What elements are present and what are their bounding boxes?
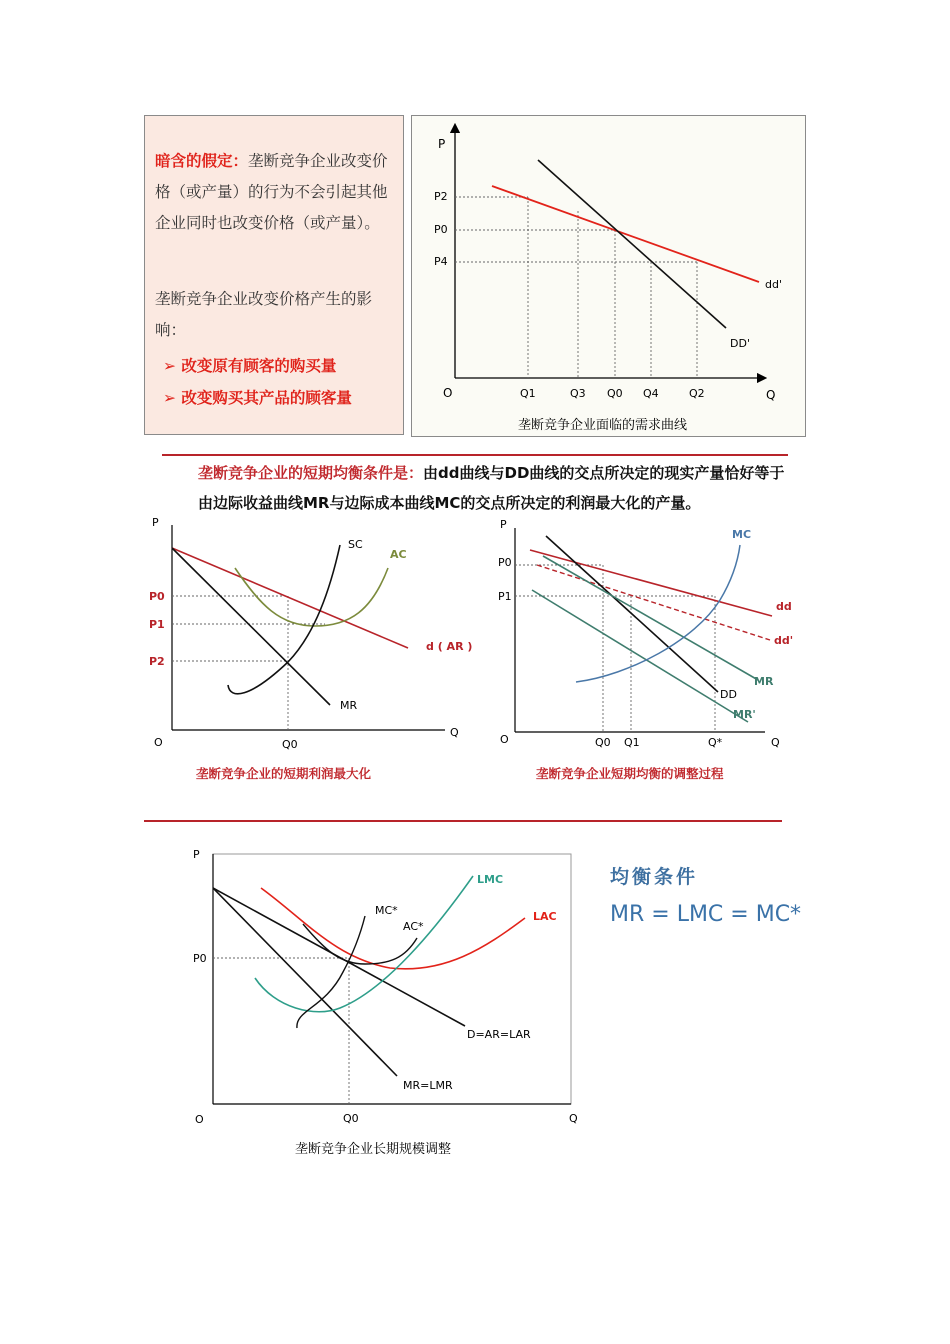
long-run-chart (185, 840, 595, 1165)
axis-q-label: Q (771, 736, 780, 749)
bullet-1 (163, 354, 336, 376)
guide-lines (455, 197, 697, 378)
guide-lines (172, 596, 325, 730)
origin-label: O (443, 386, 453, 400)
axis-q-label: Q (450, 726, 459, 739)
axis-q-label: Q (766, 388, 776, 402)
price-label-p0: P0 (193, 952, 207, 965)
demand-caption: 垄断竞争企业面临的需求曲线 (518, 418, 688, 433)
axis-p-label: P (152, 516, 159, 529)
price-label-p0: P0 (149, 590, 165, 603)
qty-label-q3: Q3 (570, 387, 586, 400)
condition-label: 垄断竞争企业的短期均衡条件是： (198, 464, 424, 482)
bullet-text: 改变购买其产品的顾客量 (181, 389, 352, 407)
dd-label: dd (776, 600, 792, 613)
lmc-label: LMC (477, 873, 504, 886)
origin-label: O (500, 733, 509, 746)
impact-text: 垄断竞争企业改变价格产生的影响： (155, 290, 373, 339)
dd-curve (492, 186, 759, 282)
dd2-curve (537, 565, 770, 640)
equilibrium-formula: MR = LMC = MC* (610, 902, 802, 927)
long-caption: 垄断竞争企业长期规模调整 (295, 1142, 452, 1157)
assumption-body: 垄断竞争企业改变价格（或产量）的行为不会引起其他企业同时也改变价格（或产量）。 (155, 152, 388, 232)
axis-p-label: P (193, 848, 200, 861)
mcs-label: MC* (375, 904, 398, 917)
demand-chart (412, 116, 805, 436)
condition-text: 由dd曲线与DD曲线的交点所决定的现实产量恰好等于由边际收益曲线MR与边际成本曲线MC的交点所决定的利润最大化的产量。 (198, 464, 785, 512)
qty-label-q0: Q0 (595, 736, 611, 749)
mc-label: MC (732, 528, 752, 541)
price-label-p0: P0 (498, 556, 512, 569)
mr-curve (172, 548, 330, 705)
equilibrium-title: 均衡条件 (610, 866, 699, 888)
divider-1 (162, 454, 788, 456)
dd-curve (530, 550, 772, 616)
divider-2 (144, 820, 782, 822)
price-label-p1: P1 (498, 590, 512, 603)
acs-label: AC* (403, 920, 424, 933)
qty-label-q2: Q2 (689, 387, 705, 400)
price-label-p2: P2 (434, 190, 448, 203)
mr-label: MR (754, 675, 774, 688)
dd2-label: dd' (774, 634, 794, 647)
condition-heading (198, 458, 798, 518)
axis-p-label: P (438, 137, 446, 151)
assumption-text (155, 146, 400, 239)
price-label-p2: P2 (149, 655, 165, 668)
axis-p-label: P (500, 518, 507, 531)
adjust-chart (480, 510, 810, 800)
short-profit-chart (140, 510, 480, 800)
assumption-box (144, 115, 404, 435)
qty-label-q0: Q0 (607, 387, 623, 400)
DD-curve (538, 160, 726, 328)
DD-label: DD (720, 688, 737, 701)
DD-label: DD' (730, 337, 750, 350)
qty-label-qs: Q* (708, 736, 723, 749)
d-label: D=AR=LAR (467, 1028, 531, 1041)
dd-label: dd' (765, 278, 782, 291)
bullet-2 (163, 386, 352, 408)
assumption-label: 暗含的假定： (155, 152, 249, 170)
short-profit-caption: 垄断竞争企业的短期利润最大化 (196, 766, 372, 781)
adjust-caption: 垄断竞争企业短期均衡的调整过程 (536, 766, 724, 781)
origin-label: O (154, 736, 163, 749)
lac-label: LAC (533, 910, 557, 923)
qty-label-q0: Q0 (282, 738, 298, 751)
origin-label: O (195, 1113, 204, 1126)
mr2-label: MR' (733, 708, 756, 721)
sc-label: SC (348, 538, 363, 551)
d-label: d ( AR ) (426, 640, 473, 653)
demand-chart-box (411, 115, 806, 437)
qty-label-q1: Q1 (624, 736, 640, 749)
price-label-p1: P1 (149, 618, 165, 631)
qty-label-q1: Q1 (520, 387, 536, 400)
price-label-p4: P4 (434, 255, 448, 268)
qty-label-q0: Q0 (343, 1112, 359, 1125)
mr-label: MR (340, 699, 358, 712)
mr-label: MR=LMR (403, 1079, 453, 1092)
qty-label-q4: Q4 (643, 387, 659, 400)
ac-curve (235, 568, 388, 626)
axis-q-label: Q (569, 1112, 578, 1125)
bullet-marker: ➢ (163, 389, 176, 407)
bullet-text: 改变原有顾客的购买量 (181, 357, 337, 375)
bullet-marker: ➢ (163, 357, 176, 375)
ac-label: AC (390, 548, 407, 561)
mr-curve (543, 556, 758, 680)
price-label-p0: P0 (434, 223, 448, 236)
